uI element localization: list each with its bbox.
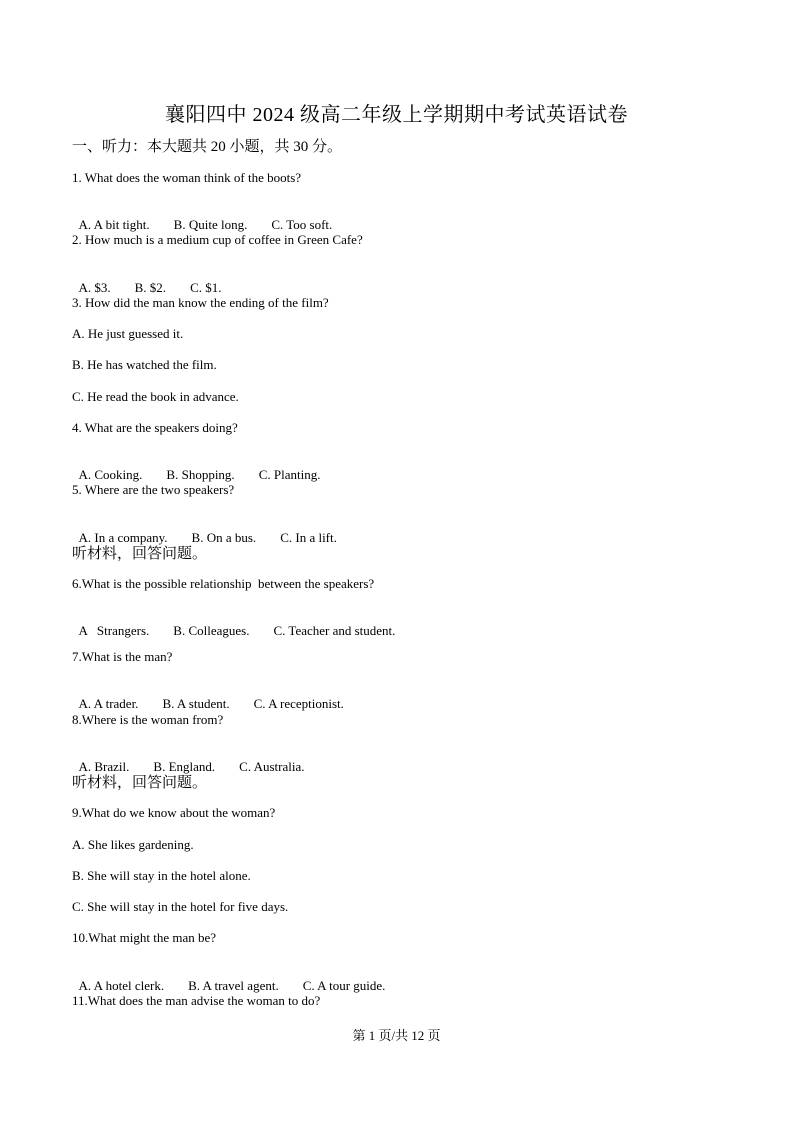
- question-2-stem: 2. How much is a medium cup of coffee in Green Cafe?: [72, 232, 363, 247]
- question-3-option-a: A. He just guessed it.: [72, 326, 184, 341]
- option-a: A. A trader.: [78, 696, 139, 711]
- option-b: B. Shopping.: [166, 467, 235, 482]
- listening-instruction: 听材料，回答问题。: [72, 546, 208, 562]
- option-b: B. A student.: [162, 696, 230, 711]
- question-9-option-b: B. She will stay in the hotel alone.: [72, 868, 251, 883]
- question-9-option-c: C. She will stay in the hotel for five days.: [72, 899, 289, 914]
- question-6-stem: 6.What is the possible relationship between the speakers?: [72, 576, 375, 591]
- option-b: B. On a bus.: [191, 530, 257, 545]
- option-a: A Strangers.: [78, 623, 150, 638]
- question-11-stem: 11.What does the man advise the woman to do?: [72, 993, 321, 1008]
- question-2-options: [72, 264, 245, 296]
- option-a: A. In a company.: [78, 530, 168, 545]
- question-7-options: [72, 680, 368, 712]
- question-1-stem: 1. What does the woman think of the boots?: [72, 170, 302, 185]
- page-number: 第 1 页/共 12 页: [352, 1028, 441, 1043]
- question-3-option-c: C. He read the book in advance.: [72, 389, 239, 404]
- option-b: B. Quite long.: [173, 217, 248, 232]
- question-9-option-a: A. She likes gardening.: [72, 837, 194, 852]
- option-c: C. Planting.: [258, 467, 321, 482]
- option-c: C. Teacher and student.: [273, 623, 396, 638]
- option-b: B. $2.: [134, 280, 167, 295]
- section-heading: 一、听力：本大题共 20 小题，共 30 分。: [72, 139, 343, 155]
- question-3-stem: 3. How did the man know the ending of the film?: [72, 295, 329, 310]
- option-c: C. A receptionist.: [253, 696, 344, 711]
- option-c: C. $1.: [190, 280, 222, 295]
- option-a: A. A hotel clerk.: [78, 978, 165, 993]
- question-4-stem: 4. What are the speakers doing?: [72, 420, 238, 435]
- option-a: A. Cooking.: [78, 467, 143, 482]
- question-6-options: [72, 607, 419, 639]
- option-c: C. Australia.: [239, 759, 305, 774]
- question-4-options: [72, 451, 344, 483]
- question-3-option-b: B. He has watched the film.: [72, 357, 217, 372]
- question-5-stem: 5. Where are the two speakers?: [72, 482, 235, 497]
- option-c: C. Too soft.: [271, 217, 333, 232]
- question-8-stem: 8.Where is the woman from?: [72, 712, 224, 727]
- option-c: C. In a lift.: [280, 530, 337, 545]
- option-b: B. Colleagues.: [173, 623, 250, 638]
- question-10-stem: 10.What might the man be?: [72, 930, 217, 945]
- question-7-stem: 7.What is the man?: [72, 649, 173, 664]
- option-a: A. Brazil.: [78, 759, 130, 774]
- option-b: B. England.: [153, 759, 216, 774]
- question-9-stem: 9.What do we know about the woman?: [72, 805, 276, 820]
- page-title: 襄阳四中 2024 级高二年级上学期期中考试英语试卷: [165, 104, 628, 126]
- option-a: A. $3.: [78, 280, 111, 295]
- question-1-options: [72, 201, 356, 233]
- option-b: B. A travel agent.: [188, 978, 279, 993]
- question-10-options: [72, 962, 409, 994]
- option-a: A. A bit tight.: [78, 217, 150, 232]
- option-c: C. A tour guide.: [302, 978, 386, 993]
- listening-instruction: 听材料，回答问题。: [72, 775, 208, 791]
